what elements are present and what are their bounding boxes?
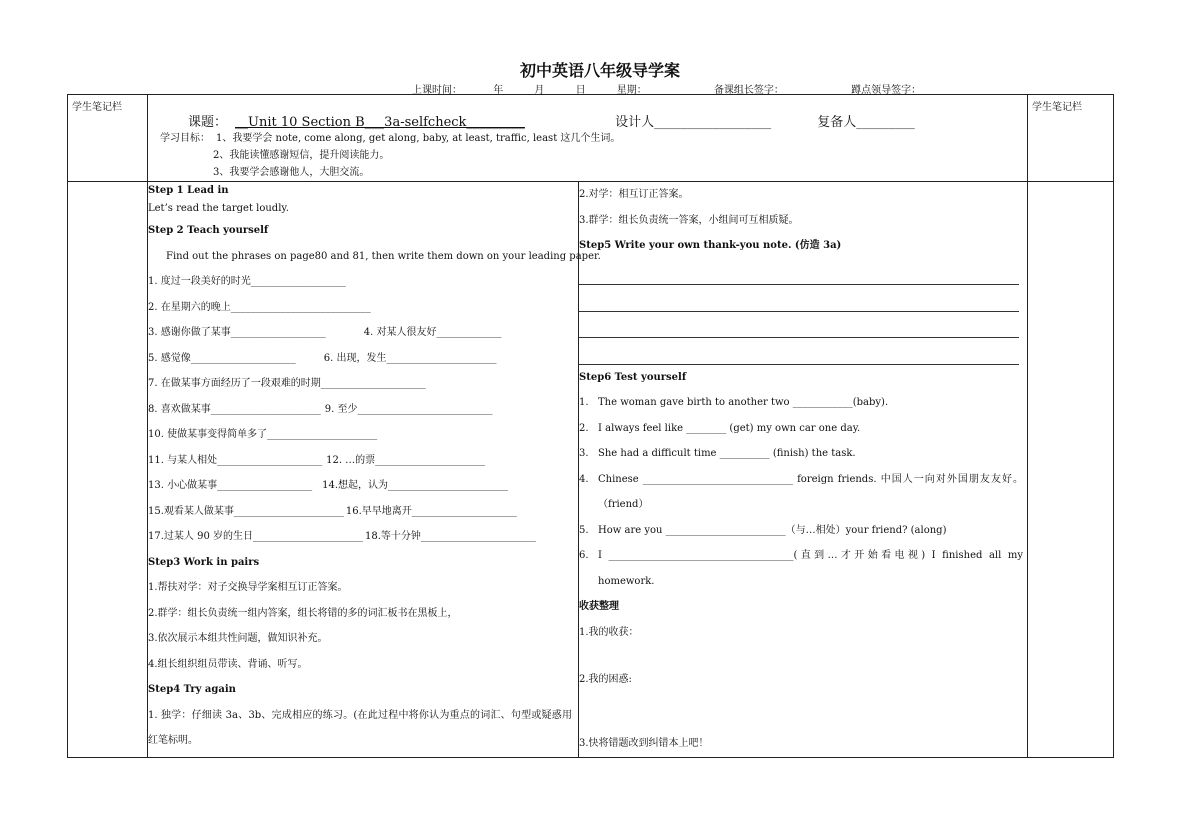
step3-item: 3.依次展示本组共性问题，做知识补充。 — [148, 633, 328, 644]
right-notes-header: 学生笔记栏 — [1028, 95, 1114, 182]
phrase-item: 8. 喜欢做某事______________________ — [148, 403, 321, 415]
phrase-item: 13. 小心做某事___________________ — [148, 480, 313, 491]
step3-item: 1.帮扶对学：对子交换导学案相互订正答案。 — [148, 582, 348, 593]
phrase-row — [148, 422, 578, 448]
right-content-column — [579, 182, 1028, 758]
phrase-row — [148, 346, 578, 372]
goal-item: 3、我要学会感谢他人，大胆交流。 — [213, 167, 370, 178]
step4-text: 1. 独学：仔细读 3a、3b、完成相应的练习。(在此过程中将你认为重点的词汇、句型或疑惑用红笔标明。 — [148, 709, 572, 746]
question-text: I always feel like ________ (get) my own car one day. — [598, 422, 861, 434]
question-text: I _____________________________________(直到…才开始看电视) I finished all my homework. — [598, 550, 1023, 587]
step3-item: 2.群学：组长负责统一组内答案，组长将错的多的词汇板书在黑板上， — [148, 607, 458, 619]
summary-title: 收获整理 — [579, 601, 619, 612]
writing-line — [579, 285, 1019, 312]
phrase-item: 14.想起，认为________________________ — [322, 480, 508, 491]
phrase-item: 16.早早地离开_____________________ — [345, 505, 517, 517]
phrase-row — [148, 524, 578, 550]
phrase-row — [148, 295, 578, 321]
reviewer-field: 复备人_________ — [817, 115, 915, 130]
phrase-item: 1. 度过一段美好的时光___________________ — [148, 276, 346, 287]
day-label: 日 — [575, 85, 586, 96]
question-text: How are you ________________________（与…相处）your friend? (along) — [598, 524, 947, 536]
question-text: She had a difficult time __________ (finish) the task. — [598, 448, 856, 459]
right-notes-column — [1028, 182, 1114, 758]
question-item — [579, 416, 1027, 442]
phrase-item: 17.过某人 90 岁的生日______________________ — [148, 531, 363, 542]
year-label: 年 — [493, 85, 504, 96]
class-time-label: 上课时间： — [412, 85, 462, 96]
phrase-item: 2. 在星期六的晚上____________________________ — [148, 301, 371, 313]
month-label: 月 — [534, 85, 545, 96]
cont-item: 3.群学：组长负责统一答案，小组间可互相质疑。 — [579, 214, 799, 226]
left-notes-header: 学生笔记栏 — [68, 95, 148, 182]
question-number: 6. — [579, 550, 589, 561]
phrase-item: 11. 与某人相处_____________________ — [148, 454, 323, 466]
summary-correction: 3.快将错题改到纠错本上吧！ — [579, 737, 709, 749]
goal-item: 2、我能读懂感谢短信，提升阅读能力。 — [213, 150, 390, 161]
designer-field: 设计人__________________ — [615, 115, 772, 130]
goal-item: 1、我要学会 note, come along, get along, baby, at least, traffic, least 这几个生词。 — [216, 133, 621, 144]
topic-row — [148, 95, 1027, 130]
question-number: 3. — [579, 448, 589, 459]
phrase-item: 10. 使做某事变得简单多了______________________ — [148, 429, 378, 440]
step4-title: Step4 Try again — [148, 684, 236, 695]
phrase-row — [148, 269, 578, 295]
phrase-item: 6. 出现，发生______________________ — [323, 352, 497, 364]
question-number: 4. — [579, 473, 589, 485]
question-item — [579, 518, 1027, 544]
writing-line — [579, 259, 1019, 286]
summary-confusion: 2.我的困惑: — [579, 674, 632, 685]
step3-title: Step3 Work in pairs — [148, 556, 260, 568]
step1-title: Step 1 Lead in — [148, 185, 229, 196]
question-text: The woman gave birth to another two ____________(baby). — [598, 397, 889, 408]
step1-text: Let’s read the target loudly. — [148, 203, 289, 214]
goals-label: 学习目标： — [160, 133, 210, 144]
step6-title: Step6 Test yourself — [579, 371, 687, 383]
learning-goals — [148, 130, 1027, 181]
phrase-item: 3. 感谢你做了某事___________________ — [148, 327, 326, 338]
question-number: 1. — [579, 397, 589, 408]
phrase-item: 9. 至少___________________________ — [324, 403, 493, 415]
question-number: 2. — [579, 422, 589, 434]
step2-text: Find out the phrases on page80 and 81, then write them down on your leading paper. — [166, 250, 601, 262]
phrase-row — [148, 397, 578, 423]
question-item — [579, 467, 1027, 518]
phrase-row — [148, 320, 578, 346]
worksheet-table — [67, 94, 1114, 758]
left-notes-column — [68, 182, 148, 758]
step5-title: Step5 Write your own thank-you note. (仿造 3a) — [579, 240, 842, 251]
question-item — [579, 441, 1027, 467]
cont-item: 2.对学：相互订正答案。 — [579, 189, 689, 200]
topic-label: 课题： — [188, 115, 228, 130]
writing-line — [579, 338, 1019, 365]
question-item — [579, 390, 1027, 416]
page-title: 初中英语八年级导学案 — [519, 61, 680, 80]
header-cell — [148, 95, 1028, 182]
leader-sign-label: 蹲点领导签字： — [851, 85, 922, 96]
phrase-item: 15.观看某人做某事______________________ — [148, 505, 344, 517]
weekday-label: 星期： — [616, 85, 647, 96]
summary-gains: 1.我的收获： — [579, 626, 639, 638]
phrase-item: 4. 对某人很友好_____________ — [363, 327, 502, 338]
phrase-item: 7. 在做某事方面经历了一段艰难的时期_____________________ — [148, 378, 426, 389]
phrase-item: 12. …的票______________________ — [326, 454, 486, 466]
step3-item: 4.组长组织组员带读、背诵、听写。 — [148, 658, 308, 670]
phrase-row — [148, 499, 578, 525]
group-leader-sign-label: 备课组长签字： — [713, 85, 784, 96]
phrase-row — [148, 473, 578, 499]
phrase-item: 5. 感觉像_____________________ — [148, 352, 296, 364]
question-text: Chinese ______________________________ foreign friends. 中国人一向对外国朋友友好。 （friend） — [598, 473, 1023, 510]
writing-line — [579, 312, 1019, 339]
phrase-row — [148, 371, 578, 397]
question-item — [579, 543, 1027, 594]
step2-title: Step 2 Teach yourself — [148, 225, 269, 236]
phrase-item: 18.等十分钟_______________________ — [365, 531, 536, 542]
question-number: 5. — [579, 524, 589, 536]
topic-value: __Unit 10 Section B___3a-selfcheck_________ — [235, 115, 525, 130]
phrase-row — [148, 448, 578, 474]
